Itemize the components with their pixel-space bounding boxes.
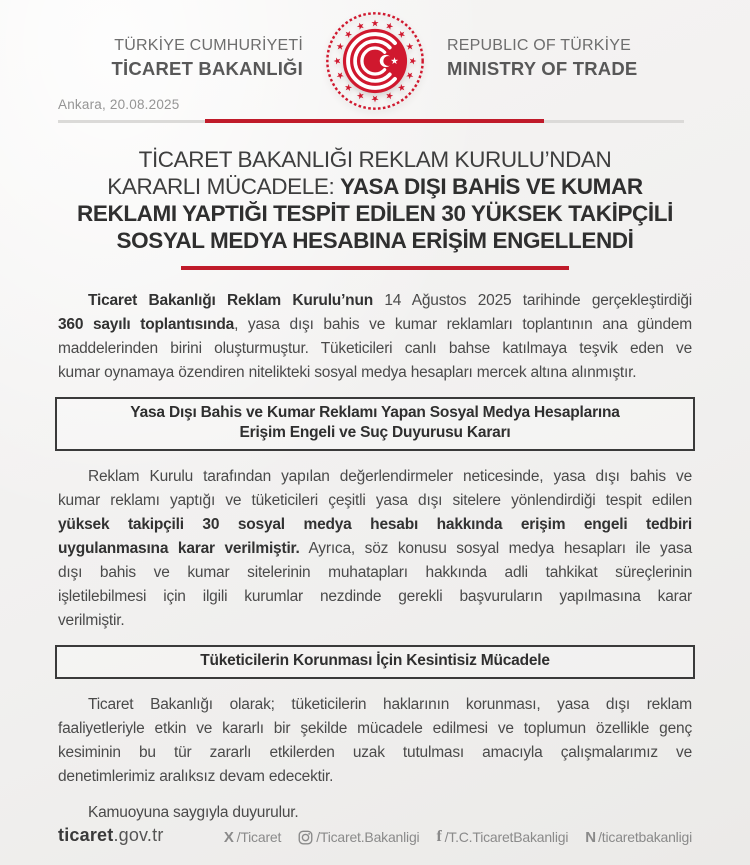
decision-box-access-ban xyxy=(55,397,695,451)
org-en-line1: REPUBLIC OF TÜRKİYE xyxy=(447,37,631,54)
social-handle: /T.C.TicaretBakanligi xyxy=(444,829,569,845)
title-underline xyxy=(181,266,569,270)
social-handle: /Ticaret.Bakanligi xyxy=(316,829,420,845)
ministry-of-trade-emblem-icon xyxy=(323,9,427,113)
page-title xyxy=(30,146,720,254)
title-line-1: TİCARET BAKANLIĞI REKLAM KURULU’NDAN xyxy=(138,147,612,172)
title-line-2: KARARLI MÜCADELE: YASA DIŞI BAHİS VE KUMAR xyxy=(107,174,643,199)
article-body xyxy=(58,289,692,837)
social-handle: /ticaretbakanligi xyxy=(598,829,692,845)
instagram-icon xyxy=(298,830,313,845)
title-line-4: SOSYAL MEDYA HESABINA ERİŞİM ENGELLENDİ xyxy=(116,228,634,253)
social-link-x[interactable] xyxy=(224,829,281,846)
nsosyal-icon: N xyxy=(585,828,596,846)
decision-box-line-1: Yasa Dışı Bahis ve Kumar Reklamı Yapan Sosyal Medya Hesaplarına xyxy=(130,404,620,421)
footer-website[interactable]: ticaret.gov.tr xyxy=(58,825,164,845)
decision-box-line: Tüketicilerin Korunması İçin Kesintisiz Mücadele xyxy=(200,652,550,669)
title-line-3: REKLAMI YAPTIĞI TESPİT EDİLEN 30 YÜKSEK TAKİPÇİLİ xyxy=(77,201,673,226)
paragraph-decision: Reklam Kurulu tarafından yapılan değerlendirmeler neticesinde, yasa dışı bahis ve kumar reklamı yaptığı ve tüketicileri çeşitli yasa dışı sitelere yönlendirdiği tespit edilen yüksek takipçili 30 sosyal medya hesabı hakkında erişim engeli tedbiri uygulanmasına karar verilmiştir. Ayrıca, söz konusu sosyal medya hesapları ile yasa dışı bahis ve kumar sitelerinin muhatapları hakkında adli tahkikat süreçlerinin işletilebilmesi için ilgili kurumlar nezdinde gerekli başvuruların yapılmasına karar verilmiştir. xyxy=(58,468,692,629)
footer-social-links xyxy=(224,828,692,846)
social-handle: /Ticaret xyxy=(236,829,282,845)
header-org-turkish xyxy=(0,37,303,80)
paragraph-closing: Kamuoyuna saygıyla duyurulur. xyxy=(88,804,299,821)
social-link-instagram[interactable] xyxy=(298,829,419,845)
social-link-nsosyal[interactable] xyxy=(585,829,692,846)
header-divider-accent xyxy=(205,119,544,123)
dateline: Ankara, 20.08.2025 xyxy=(58,97,180,112)
org-tr-line2: TİCARET BAKANLIĞI xyxy=(111,58,303,79)
org-tr-line1: TÜRKİYE CUMHURİYETİ xyxy=(114,37,303,54)
header-org-english xyxy=(447,37,637,80)
facebook-icon: f xyxy=(436,828,442,845)
org-en-line2: MINISTRY OF TRADE xyxy=(447,58,638,79)
x-icon: X xyxy=(223,828,234,846)
paragraph-commitment: Ticaret Bakanlığı olarak; tüketicilerin haklarının korunması, yasa dışı reklam faaliyetleriyle etkin ve kararlı bir şekilde mücadele edilmesi ve toplumun özellikle genç kesiminin bu tür zararlı etkilerden uzak tutulması amacıyla çalışmalarımız ve denetimlerimiz aralıksız devam edecektir. xyxy=(58,696,692,785)
paragraph-intro: Ticaret Bakanlığı Reklam Kurulu’nun 14 Ağustos 2025 tarihinde gerçekleştirdiği 360 sayılı toplantısında, yasa dışı bahis ve kumar reklamları toplantının ana gündem maddelerinden birini oluşturmuştur. Tüketicileri canlı bahse katılmaya teşvik eden ve kumar oynamaya özendiren nitelikteki sosyal medya hesapları mercek altına alınmıştır. xyxy=(58,292,693,381)
decision-box-consumer-protection xyxy=(55,645,695,679)
decision-box-line-2: Erişim Engeli ve Suç Duyurusu Kararı xyxy=(239,424,511,441)
social-link-facebook[interactable] xyxy=(436,828,568,846)
